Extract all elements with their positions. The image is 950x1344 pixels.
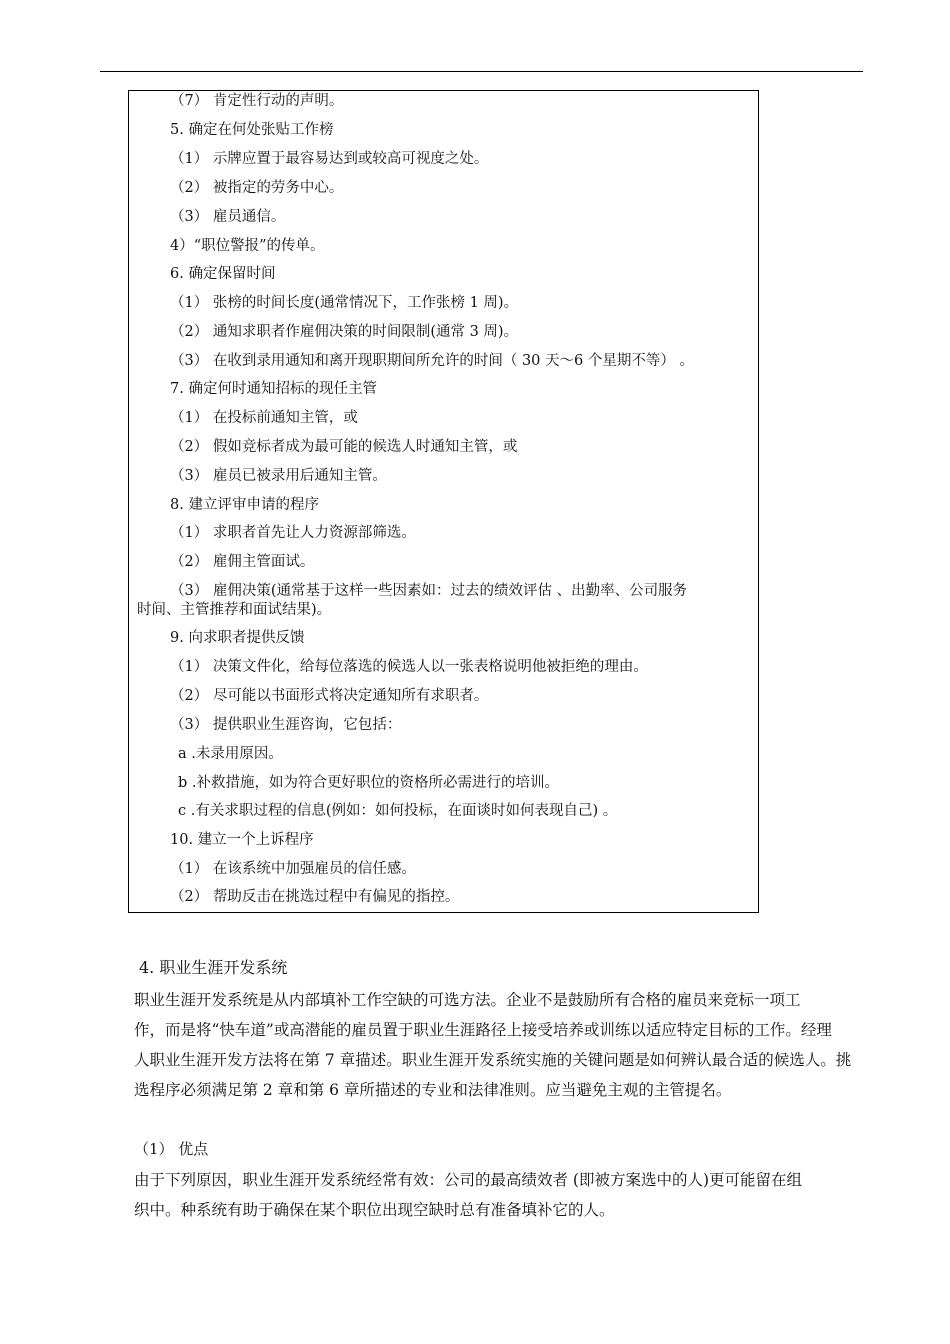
paragraph-line: 织中。种系统有助于确保在某个职位出现空缺时总有准备填补它的人。 [134,1201,615,1219]
box-line: 9. 向求职者提供反馈 [170,630,305,646]
box-line: （1） 决策文件化，给每位落选的候选人以一张表格说明他被拒绝的理由。 [170,659,648,675]
paragraph-2 [134,1165,862,1225]
box-line: （2） 帮助反击在挑选过程中有偏见的指控。 [170,889,460,905]
box-line: （2） 雇佣主管面试。 [170,554,315,570]
box-line: （1） 在该系统中加强雇员的信任感。 [170,861,416,877]
box-line: b .补救措施，如为符合更好职位的资格所必需进行的培训。 [178,775,559,791]
box-line: （1） 求职者首先让人力资源部筛选。 [170,525,416,541]
box-line: （3） 雇员通信。 [170,209,286,225]
box-line: 6. 确定保留时间 [170,266,276,282]
box-line: （7） 肯定性行动的声明。 [170,93,344,109]
box-line: 8. 建立评审申请的程序 [170,497,319,513]
box-line: 7. 确定何时通知招标的现任主管 [170,381,377,397]
paragraph-line: 作，而是将“快车道”或高潜能的雇员置于职业生涯路径上接受培养或训练以适应特定目标的工作。经理 [134,1021,832,1039]
box-long-line-2: 时间、主管推荐和面试结果)。 [137,602,332,618]
header-rule [100,71,863,72]
sub-heading: （1） 优点 [134,1140,209,1158]
box-line: （2） 通知求职者作雇佣决策的时间限制(通常 3 周)。 [170,324,519,340]
paragraph-line: 人职业生涯开发方法将在第 7 章描述。职业生涯开发系统实施的关键问题是如何辨认最合适的候选人。挑 [134,1051,852,1069]
box-line: （3） 在收到录用通知和离开现职期间所允许的时间（ 30 天～6 个星期不等） 。 [170,353,694,369]
paragraph-line: 选程序必须满足第 2 章和第 6 章所描述的专业和法律准则。应当避免主观的主管提名。 [134,1081,732,1099]
box-line: 5. 确定在何处张贴工作榜 [170,122,334,138]
box-line: （2） 尽可能以书面形式将决定通知所有求职者。 [170,688,489,704]
box-line: 10. 建立一个上诉程序 [170,832,314,848]
box-line: （1） 张榜的时间长度(通常情况下，工作张榜 1 周)。 [170,295,519,311]
box-line: c .有关求职过程的信息(例如：如何投标，在面谈时如何表现自己) 。 [178,803,618,819]
section-heading: 4. 职业生涯开发系统 [139,958,288,977]
box-long-line-1: （3） 雇佣决策(通常基于这样一些因素如：过去的绩效评估 、出勤率、公司服务 [170,583,688,599]
box-line: （3） 提供职业生涯咨询，它包括： [170,717,402,733]
box-line: （1） 在投标前通知主管，或 [170,410,358,426]
paragraph-1 [134,985,862,1105]
box-line: （1） 示牌应置于最容易达到或较高可视度之处。 [170,151,489,167]
paragraph-line: 由于下列原因，职业生涯开发系统经常有效：公司的最高绩效者 (即被方案选中的人)更可能留在组 [134,1171,803,1189]
box-line: （2） 假如竞标者成为最可能的候选人时通知主管，或 [170,439,518,455]
box-line: （3） 雇员已被录用后通知主管。 [170,468,387,484]
box-line: 4）“职位警报”的传单。 [170,238,325,254]
box-line: （2） 被指定的劳务中心。 [170,180,344,196]
box-line: a .未录用原因。 [178,746,283,762]
paragraph-line: 职业生涯开发系统是从内部填补工作空缺的可选方法。企业不是鼓励所有合格的雇员来竞标一项工 [134,991,801,1009]
